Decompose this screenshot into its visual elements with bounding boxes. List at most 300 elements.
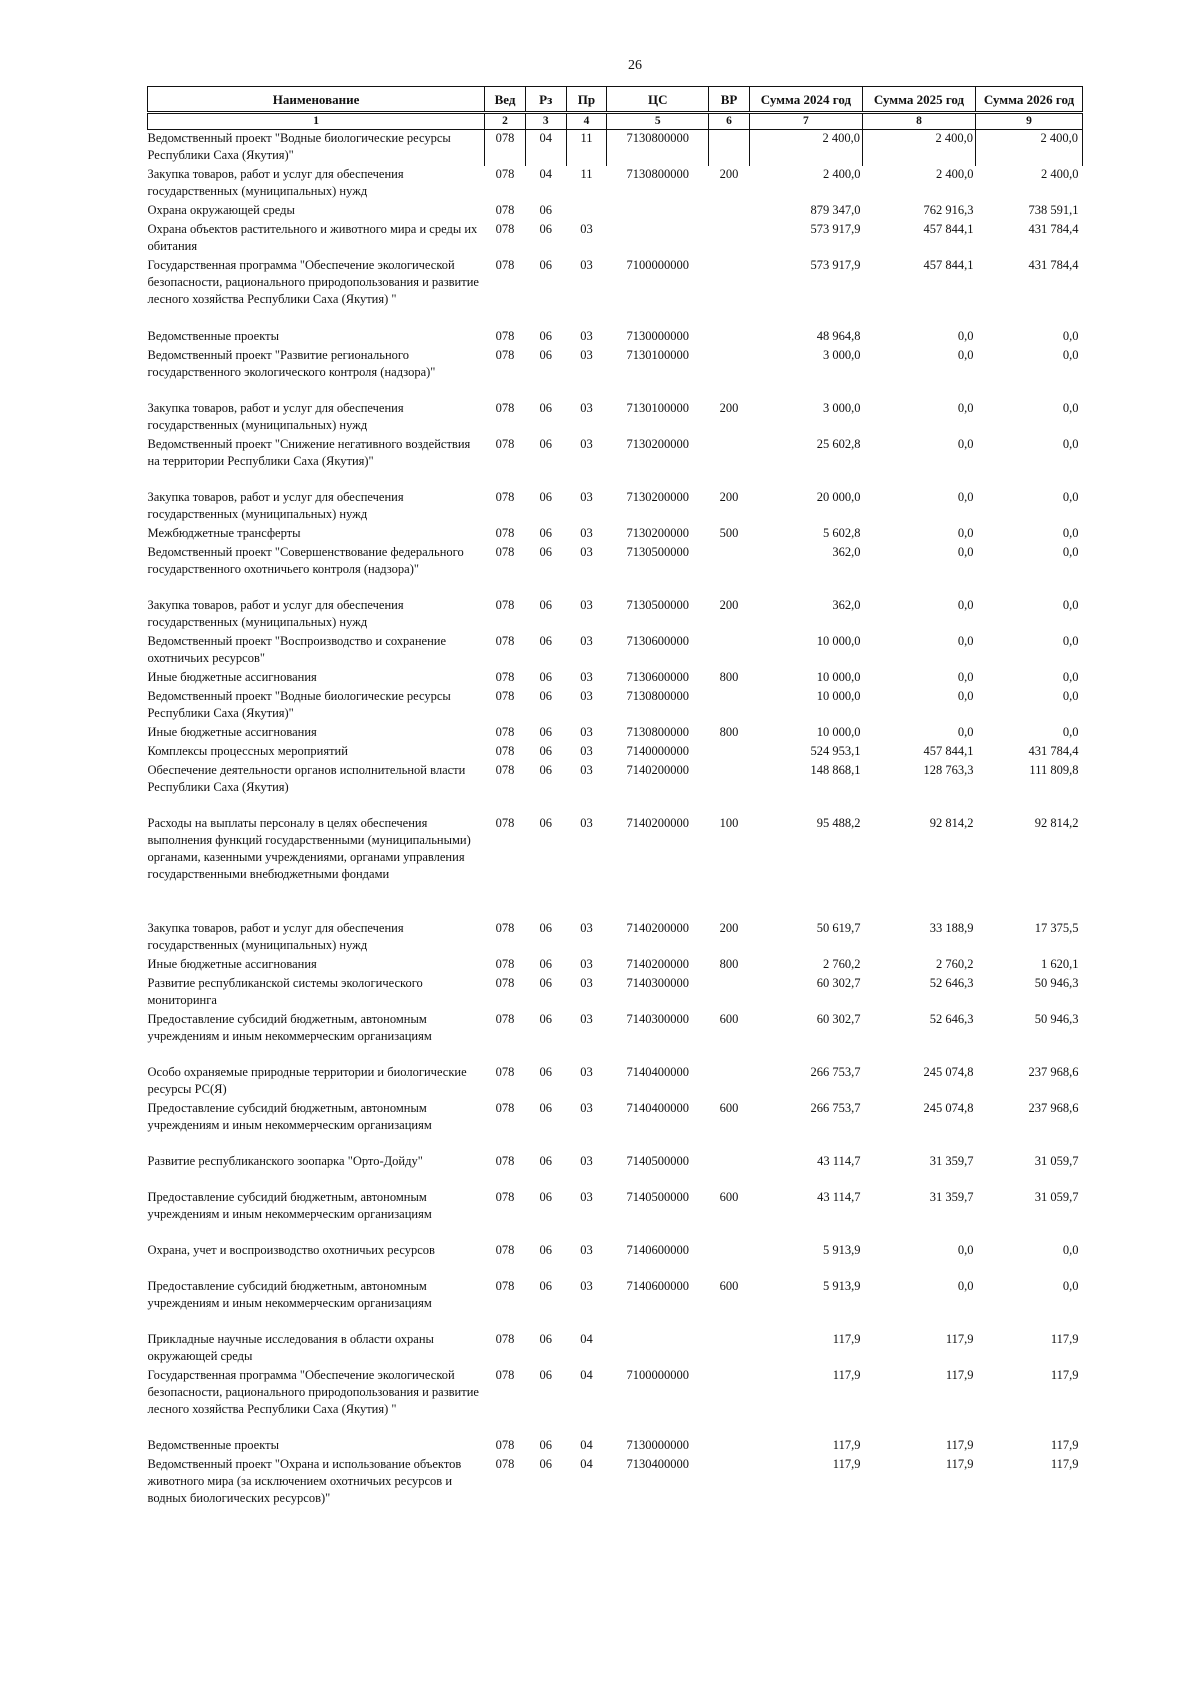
row-name: Ведомственный проект "Охрана и использование объектов животного мира (за исключением охотничьих ресурсов и водных биологических ресурсов)" bbox=[147, 1456, 462, 1505]
row-rz: 06 bbox=[539, 1456, 552, 1471]
row-rz: 06 bbox=[539, 597, 552, 612]
row-vr: 600 bbox=[719, 1100, 739, 1115]
row-sum-2025: 762 916,3 bbox=[923, 202, 974, 217]
row-ved: 078 bbox=[495, 328, 515, 343]
table-row bbox=[148, 724, 1083, 743]
row-cs: 7130100000 bbox=[626, 347, 689, 362]
table-row bbox=[148, 525, 1083, 544]
column-header: Рз bbox=[525, 87, 566, 113]
row-pr: 11 bbox=[566, 130, 607, 166]
row-sum-2024: 25 602,8 bbox=[816, 436, 861, 451]
row-pr: 11 bbox=[580, 166, 593, 181]
row-sum-2026: 31 059,7 bbox=[1034, 1189, 1079, 1204]
row-vr bbox=[709, 436, 750, 489]
row-sum-2026: 0,0 bbox=[1062, 688, 1079, 703]
row-vr bbox=[709, 1437, 750, 1456]
row-sum-2025: 92 814,2 bbox=[929, 815, 974, 830]
row-name: Развитие республиканского зоопарка "Орто-Дойду" bbox=[147, 1153, 423, 1168]
column-number: 6 bbox=[709, 113, 750, 130]
row-sum-2024: 60 302,7 bbox=[816, 1011, 861, 1026]
row-sum-2026: 0,0 bbox=[1062, 1242, 1079, 1257]
row-cs: 7130600000 bbox=[626, 669, 689, 684]
row-vr bbox=[709, 1242, 750, 1278]
row-vr bbox=[709, 1367, 750, 1437]
row-vr bbox=[709, 257, 750, 328]
row-name: Ведомственный проект "Водные биологические ресурсы Республики Саха (Якутия)" bbox=[147, 131, 451, 162]
row-vr: 600 bbox=[719, 1011, 739, 1026]
row-sum-2026: 0,0 bbox=[1062, 544, 1079, 559]
row-sum-2026: 0,0 bbox=[1062, 1278, 1079, 1293]
row-sum-2026: 117,9 bbox=[1050, 1456, 1079, 1471]
row-name: Ведомственные проекты bbox=[147, 328, 280, 343]
row-cs: 7130000000 bbox=[626, 1437, 689, 1452]
row-rz: 06 bbox=[539, 688, 552, 703]
row-sum-2025: 117,9 bbox=[945, 1331, 974, 1346]
row-sum-2024: 117,9 bbox=[832, 1367, 861, 1382]
row-sum-2026: 50 946,3 bbox=[1034, 1011, 1079, 1026]
row-ved: 078 bbox=[495, 1437, 515, 1452]
row-vr: 200 bbox=[719, 400, 739, 415]
row-ved: 078 bbox=[495, 400, 515, 415]
row-cs: 7130000000 bbox=[626, 328, 689, 343]
row-sum-2026: 237 968,6 bbox=[1028, 1064, 1079, 1079]
row-vr bbox=[709, 347, 750, 400]
row-sum-2024: 50 619,7 bbox=[816, 920, 861, 935]
table-row bbox=[148, 597, 1083, 633]
table-row bbox=[148, 1367, 1083, 1437]
row-pr: 03 bbox=[580, 1153, 593, 1168]
table-body bbox=[148, 130, 1083, 1526]
row-cs: 7140000000 bbox=[626, 743, 689, 758]
row-pr: 04 bbox=[580, 1367, 593, 1382]
row-cs bbox=[607, 221, 709, 257]
row-pr: 03 bbox=[580, 762, 593, 777]
row-cs: 7130500000 bbox=[626, 544, 689, 559]
row-sum-2026: 117,9 bbox=[1050, 1331, 1079, 1346]
row-vr: 200 bbox=[719, 920, 739, 935]
row-vr bbox=[709, 328, 750, 347]
row-sum-2025: 0,0 bbox=[957, 525, 974, 540]
row-sum-2026: 0,0 bbox=[1062, 328, 1079, 343]
row-vr bbox=[709, 202, 750, 221]
row-sum-2024: 60 302,7 bbox=[816, 975, 861, 990]
row-cs: 7130200000 bbox=[626, 525, 689, 540]
row-rz: 06 bbox=[539, 762, 552, 777]
row-pr: 03 bbox=[580, 669, 593, 684]
row-sum-2024: 10 000,0 bbox=[816, 724, 861, 739]
table-row bbox=[148, 544, 1083, 597]
table-row bbox=[148, 1011, 1083, 1064]
row-sum-2025: 457 844,1 bbox=[923, 221, 974, 236]
column-header: Сумма 2026 год bbox=[976, 87, 1083, 113]
row-ved: 078 bbox=[495, 166, 515, 181]
row-sum-2024: 879 347,0 bbox=[810, 202, 861, 217]
row-pr: 03 bbox=[580, 920, 593, 935]
row-sum-2026: 0,0 bbox=[1062, 489, 1079, 504]
row-vr bbox=[709, 1331, 750, 1367]
row-rz: 04 bbox=[539, 166, 552, 181]
row-pr: 03 bbox=[580, 1278, 593, 1293]
row-sum-2024: 2 760,2 bbox=[822, 956, 861, 971]
row-sum-2025: 0,0 bbox=[957, 347, 974, 362]
row-sum-2025: 0,0 bbox=[957, 400, 974, 415]
row-sum-2025: 2 400,0 bbox=[862, 130, 975, 166]
row-rz: 06 bbox=[539, 1437, 552, 1452]
row-vr: 800 bbox=[719, 724, 739, 739]
row-vr: 800 bbox=[719, 956, 739, 971]
row-ved: 078 bbox=[495, 1367, 515, 1382]
row-sum-2024: 573 917,9 bbox=[810, 257, 861, 272]
row-rz: 06 bbox=[539, 436, 552, 451]
row-sum-2025: 31 359,7 bbox=[929, 1189, 974, 1204]
row-sum-2024: 20 000,0 bbox=[816, 489, 861, 504]
row-pr: 04 bbox=[580, 1331, 593, 1346]
row-ved: 078 bbox=[495, 544, 515, 559]
row-ved: 078 bbox=[495, 669, 515, 684]
row-vr bbox=[709, 130, 750, 166]
row-sum-2024: 117,9 bbox=[832, 1456, 861, 1471]
row-sum-2026: 92 814,2 bbox=[1034, 815, 1079, 830]
table-row bbox=[148, 1153, 1083, 1189]
row-sum-2026: 117,9 bbox=[1050, 1437, 1079, 1452]
row-rz: 06 bbox=[539, 328, 552, 343]
table-row bbox=[148, 1242, 1083, 1278]
row-cs: 7140400000 bbox=[626, 1064, 689, 1079]
row-ved: 078 bbox=[495, 724, 515, 739]
row-ved: 078 bbox=[495, 743, 515, 758]
row-sum-2024: 3 000,0 bbox=[822, 347, 861, 362]
row-sum-2025: 0,0 bbox=[957, 669, 974, 684]
row-cs: 7130200000 bbox=[626, 436, 689, 451]
row-vr: 200 bbox=[719, 597, 739, 612]
row-cs: 7140600000 bbox=[626, 1242, 689, 1257]
row-name: Ведомственный проект "Водные биологические ресурсы Республики Саха (Якутия)" bbox=[147, 688, 451, 720]
row-sum-2025: 117,9 bbox=[945, 1456, 974, 1471]
row-name: Предоставление субсидий бюджетным, автономным учреждениям и иным некоммерческим организациям bbox=[147, 1189, 432, 1221]
row-rz: 06 bbox=[539, 544, 552, 559]
row-rz: 06 bbox=[539, 221, 552, 236]
column-header: Вед bbox=[485, 87, 526, 113]
table-row bbox=[148, 400, 1083, 436]
table-row bbox=[148, 956, 1083, 975]
row-pr bbox=[566, 202, 607, 221]
row-vr: 600 bbox=[719, 1189, 739, 1204]
row-sum-2024: 3 000,0 bbox=[822, 400, 861, 415]
table-row bbox=[148, 633, 1083, 669]
row-name: Ведомственный проект "Снижение негативного воздействия на территории Республики Саха (Якутия)" bbox=[147, 436, 471, 468]
row-sum-2026: 431 784,4 bbox=[1028, 257, 1079, 272]
page-number: 26 bbox=[628, 58, 642, 73]
row-sum-2024: 43 114,7 bbox=[817, 1153, 861, 1168]
table-row bbox=[148, 257, 1083, 328]
row-sum-2024: 362,0 bbox=[832, 544, 861, 559]
row-ved: 078 bbox=[495, 436, 515, 451]
row-sum-2024: 362,0 bbox=[832, 597, 861, 612]
row-vr bbox=[709, 762, 750, 815]
row-ved: 078 bbox=[495, 597, 515, 612]
row-pr: 03 bbox=[580, 597, 593, 612]
row-cs: 7130800000 bbox=[626, 688, 689, 703]
row-sum-2026: 0,0 bbox=[1062, 597, 1079, 612]
column-header: ВР bbox=[709, 87, 750, 113]
row-sum-2026: 237 968,6 bbox=[1028, 1100, 1079, 1115]
row-sum-2025: 31 359,7 bbox=[929, 1153, 974, 1168]
row-name: Ведомственный проект "Совершенствование федерального государственного охотничьего контроля (надзора)" bbox=[147, 544, 464, 576]
row-ved: 078 bbox=[495, 1153, 515, 1168]
row-name: Межбюджетные трансферты bbox=[147, 525, 301, 540]
row-sum-2025: 2 400,0 bbox=[936, 166, 974, 181]
row-rz: 06 bbox=[539, 1100, 552, 1115]
row-sum-2024: 524 953,1 bbox=[810, 743, 861, 758]
row-pr: 03 bbox=[580, 347, 593, 362]
row-cs: 7140600000 bbox=[626, 1278, 689, 1293]
row-rz: 06 bbox=[539, 1367, 552, 1382]
row-name: Иные бюджетные ассигнования bbox=[147, 956, 317, 971]
row-sum-2026: 0,0 bbox=[1062, 347, 1079, 362]
row-name: Закупка товаров, работ и услуг для обеспечения государственных (муниципальных) нужд bbox=[147, 920, 404, 952]
row-name: Государственная программа "Обеспечение экологической безопасности, рационального природопользования и развитие лесного хозяйства Республики Саха (Якутия) " bbox=[147, 257, 479, 306]
column-number: 7 bbox=[749, 113, 862, 130]
row-cs bbox=[607, 202, 709, 221]
row-cs: 7140200000 bbox=[626, 956, 689, 971]
row-sum-2024: 5 913,9 bbox=[822, 1278, 861, 1293]
row-sum-2024: 95 488,2 bbox=[816, 815, 861, 830]
row-rz: 06 bbox=[539, 633, 552, 648]
row-sum-2024: 2 400,0 bbox=[749, 130, 862, 166]
table-row bbox=[148, 436, 1083, 489]
row-vr bbox=[709, 221, 750, 257]
row-sum-2025: 52 646,3 bbox=[929, 975, 974, 990]
table-row bbox=[148, 920, 1083, 956]
column-number: 2 bbox=[485, 113, 526, 130]
row-name: Особо охраняемые природные территории и биологические ресурсы РС(Я) bbox=[147, 1064, 467, 1096]
row-sum-2025: 0,0 bbox=[957, 489, 974, 504]
column-number: 4 bbox=[566, 113, 607, 130]
row-sum-2026: 0,0 bbox=[1062, 436, 1079, 451]
row-ved: 078 bbox=[495, 975, 515, 990]
row-pr: 03 bbox=[580, 975, 593, 990]
row-sum-2025: 117,9 bbox=[945, 1367, 974, 1382]
row-cs: 7130200000 bbox=[626, 489, 689, 504]
row-vr: 500 bbox=[719, 525, 739, 540]
header-row bbox=[148, 87, 1083, 113]
row-cs: 7140300000 bbox=[626, 975, 689, 990]
row-cs: 7140500000 bbox=[626, 1153, 689, 1168]
row-sum-2026: 431 784,4 bbox=[1028, 743, 1079, 758]
row-sum-2026: 0,0 bbox=[1062, 400, 1079, 415]
row-ved: 078 bbox=[495, 525, 515, 540]
column-number: 1 bbox=[148, 113, 485, 130]
row-ved: 078 bbox=[495, 1100, 515, 1115]
row-sum-2026: 31 059,7 bbox=[1034, 1153, 1079, 1168]
table-row bbox=[148, 202, 1083, 221]
row-ved: 078 bbox=[495, 956, 515, 971]
row-rz: 06 bbox=[539, 1153, 552, 1168]
row-vr: 800 bbox=[719, 669, 739, 684]
row-sum-2024: 5 602,8 bbox=[822, 525, 861, 540]
table-row bbox=[148, 221, 1083, 257]
row-cs bbox=[607, 1331, 709, 1367]
row-sum-2025: 0,0 bbox=[957, 1242, 974, 1257]
row-pr: 03 bbox=[580, 956, 593, 971]
row-sum-2026: 738 591,1 bbox=[1028, 202, 1079, 217]
table-row bbox=[148, 328, 1083, 347]
row-sum-2025: 128 763,3 bbox=[923, 762, 974, 777]
table-row bbox=[148, 489, 1083, 525]
row-name: Комплексы процессных мероприятий bbox=[147, 743, 348, 758]
table-row bbox=[148, 762, 1083, 815]
row-sum-2025: 0,0 bbox=[957, 688, 974, 703]
row-ved: 078 bbox=[495, 633, 515, 648]
row-vr bbox=[709, 544, 750, 597]
row-pr: 03 bbox=[580, 724, 593, 739]
row-sum-2024: 148 868,1 bbox=[810, 762, 861, 777]
row-sum-2026: 431 784,4 bbox=[1028, 221, 1079, 236]
row-sum-2024: 117,9 bbox=[832, 1437, 861, 1452]
row-cs: 7100000000 bbox=[626, 1367, 689, 1382]
row-pr: 03 bbox=[580, 328, 593, 343]
row-pr: 03 bbox=[580, 544, 593, 559]
column-number: 9 bbox=[976, 113, 1083, 130]
row-sum-2024: 43 114,7 bbox=[817, 1189, 861, 1204]
table-row bbox=[148, 1189, 1083, 1242]
row-cs: 7140300000 bbox=[626, 1011, 689, 1026]
row-ved: 078 bbox=[495, 815, 515, 830]
row-sum-2026: 117,9 bbox=[1050, 1367, 1079, 1382]
row-vr: 200 bbox=[719, 166, 739, 181]
table-row bbox=[148, 1456, 1083, 1526]
column-number: 8 bbox=[862, 113, 975, 130]
row-name: Развитие республиканской системы экологического мониторинга bbox=[147, 975, 423, 1007]
row-sum-2024: 266 753,7 bbox=[810, 1100, 861, 1115]
row-name: Ведомственные проекты bbox=[147, 1437, 280, 1452]
table-row bbox=[148, 669, 1083, 688]
column-header: ЦС bbox=[607, 87, 709, 113]
row-pr: 04 bbox=[580, 1437, 593, 1452]
row-vr: 200 bbox=[719, 489, 739, 504]
row-sum-2026: 1 620,1 bbox=[1041, 956, 1079, 971]
row-rz: 06 bbox=[539, 956, 552, 971]
row-pr: 03 bbox=[580, 1189, 593, 1204]
row-sum-2026: 50 946,3 bbox=[1034, 975, 1079, 990]
row-rz: 06 bbox=[539, 1242, 552, 1257]
row-cs: 7140200000 bbox=[626, 920, 689, 935]
row-cs: 7130800000 bbox=[626, 724, 689, 739]
row-sum-2024: 2 400,0 bbox=[822, 166, 861, 181]
row-name: Закупка товаров, работ и услуг для обеспечения государственных (муниципальных) нужд bbox=[147, 400, 404, 432]
table-row bbox=[148, 347, 1083, 400]
row-rz: 06 bbox=[539, 347, 552, 362]
table-row bbox=[148, 688, 1083, 724]
row-name: Предоставление субсидий бюджетным, автономным учреждениям и иным некоммерческим организациям bbox=[147, 1100, 432, 1132]
table-row bbox=[148, 130, 1083, 166]
row-sum-2024: 48 964,8 bbox=[816, 328, 861, 343]
row-ved: 078 bbox=[495, 221, 515, 236]
table-row bbox=[148, 743, 1083, 762]
row-ved: 078 bbox=[495, 202, 515, 217]
row-sum-2025: 457 844,1 bbox=[923, 743, 974, 758]
row-pr: 04 bbox=[580, 1456, 593, 1471]
budget-table-container bbox=[147, 86, 1083, 1526]
row-pr: 03 bbox=[580, 1100, 593, 1115]
row-name: Прикладные научные исследования в области охраны окружающей среды bbox=[147, 1331, 434, 1363]
row-sum-2025: 117,9 bbox=[945, 1437, 974, 1452]
row-ved: 078 bbox=[495, 1189, 515, 1204]
row-rz: 06 bbox=[539, 815, 552, 830]
row-name: Обеспечение деятельности органов исполнительной власти Республики Саха (Якутия) bbox=[147, 762, 466, 794]
row-sum-2025: 0,0 bbox=[957, 597, 974, 612]
column-number-row bbox=[148, 113, 1083, 130]
row-sum-2024: 266 753,7 bbox=[810, 1064, 861, 1079]
table-row bbox=[148, 815, 1083, 920]
row-rz: 06 bbox=[539, 743, 552, 758]
row-ved: 078 bbox=[495, 688, 515, 703]
row-sum-2025: 0,0 bbox=[957, 544, 974, 559]
row-ved: 078 bbox=[495, 347, 515, 362]
row-vr bbox=[709, 633, 750, 669]
table-row bbox=[148, 1100, 1083, 1153]
row-sum-2026: 0,0 bbox=[1062, 724, 1079, 739]
row-rz: 06 bbox=[539, 669, 552, 684]
table-row bbox=[148, 975, 1083, 1011]
table-row bbox=[148, 1331, 1083, 1367]
row-sum-2025: 0,0 bbox=[957, 436, 974, 451]
row-sum-2025: 2 760,2 bbox=[936, 956, 974, 971]
row-name: Охрана окружающей среды bbox=[147, 202, 295, 217]
row-sum-2024: 117,9 bbox=[832, 1331, 861, 1346]
row-vr bbox=[709, 743, 750, 762]
row-vr bbox=[709, 688, 750, 724]
column-number: 3 bbox=[525, 113, 566, 130]
row-sum-2026: 0,0 bbox=[1062, 669, 1079, 684]
row-rz: 06 bbox=[539, 1189, 552, 1204]
row-cs: 7130600000 bbox=[626, 633, 689, 648]
row-ved: 078 bbox=[485, 130, 526, 166]
row-rz: 06 bbox=[539, 1278, 552, 1293]
row-vr: 100 bbox=[719, 815, 739, 830]
row-cs: 7130800000 bbox=[626, 166, 689, 181]
row-sum-2025: 245 074,8 bbox=[923, 1064, 974, 1079]
row-cs: 7140400000 bbox=[626, 1100, 689, 1115]
row-pr: 03 bbox=[580, 743, 593, 758]
row-name: Предоставление субсидий бюджетным, автономным учреждениям и иным некоммерческим организациям bbox=[147, 1278, 432, 1310]
row-sum-2026: 2 400,0 bbox=[976, 130, 1083, 166]
row-name: Охрана объектов растительного и животного мира и среды их обитания bbox=[147, 221, 478, 253]
row-sum-2025: 0,0 bbox=[957, 724, 974, 739]
row-name: Закупка товаров, работ и услуг для обеспечения государственных (муниципальных) нужд bbox=[147, 489, 404, 521]
row-sum-2026: 0,0 bbox=[1062, 525, 1079, 540]
row-ved: 078 bbox=[495, 1278, 515, 1293]
row-name: Закупка товаров, работ и услуг для обеспечения государственных (муниципальных) нужд bbox=[147, 597, 404, 629]
table-row bbox=[148, 1437, 1083, 1456]
row-name: Иные бюджетные ассигнования bbox=[147, 669, 317, 684]
row-cs: 7130400000 bbox=[626, 1456, 689, 1471]
row-sum-2026: 0,0 bbox=[1062, 633, 1079, 648]
row-ved: 078 bbox=[495, 1011, 515, 1026]
row-pr: 03 bbox=[580, 400, 593, 415]
row-cs: 7100000000 bbox=[626, 257, 689, 272]
row-sum-2025: 0,0 bbox=[957, 633, 974, 648]
row-rz: 06 bbox=[539, 202, 552, 217]
row-ved: 078 bbox=[495, 1242, 515, 1257]
row-rz: 06 bbox=[539, 1064, 552, 1079]
row-pr: 03 bbox=[580, 1011, 593, 1026]
row-pr: 03 bbox=[580, 688, 593, 703]
column-header: Наименование bbox=[148, 87, 485, 113]
row-sum-2025: 457 844,1 bbox=[923, 257, 974, 272]
row-cs: 7130100000 bbox=[626, 400, 689, 415]
row-pr: 03 bbox=[580, 1242, 593, 1257]
